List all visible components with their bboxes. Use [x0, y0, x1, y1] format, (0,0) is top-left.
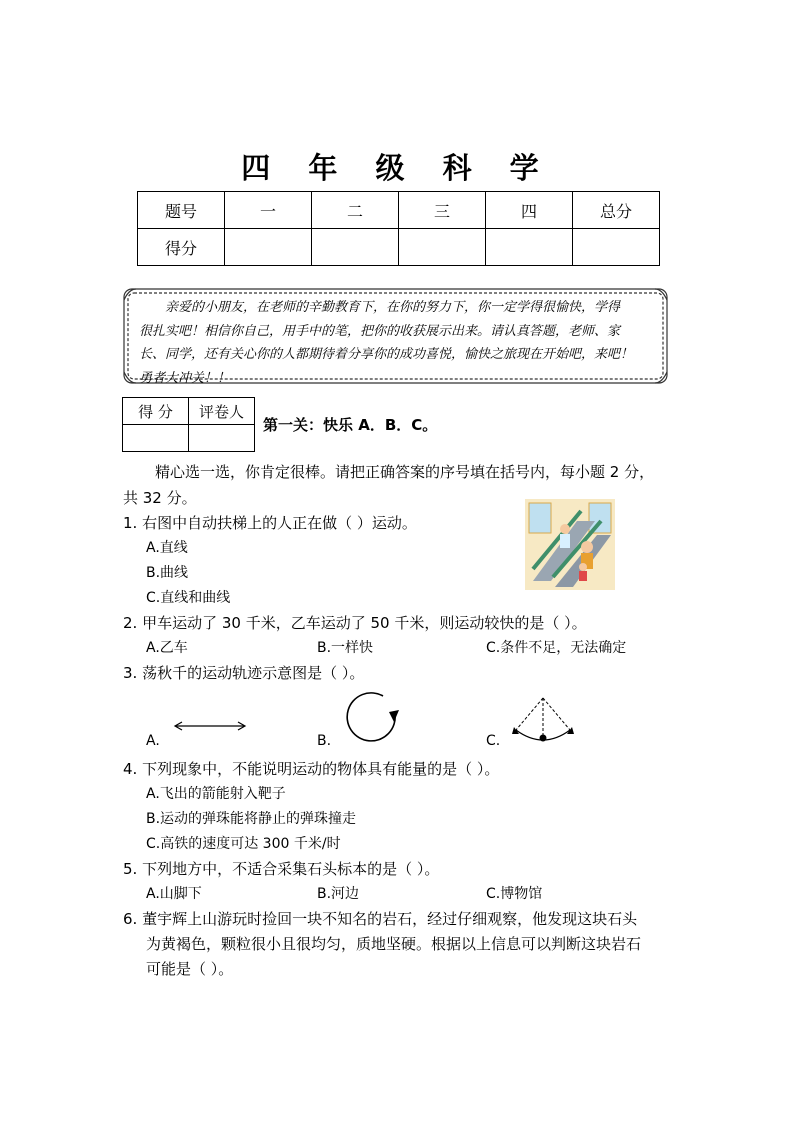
question-option: A.乙车 [146, 640, 188, 656]
grader-reviewer-cell[interactable] [189, 425, 255, 452]
intro-line: 亲爱的小朋友，在老师的辛勤教育下，在你的努力下，你一定学得很愉快，学得 [165, 300, 621, 315]
score-table [137, 191, 660, 266]
question-option: C.高铁的速度可达 300 千米/时 [146, 836, 341, 852]
score-input-cell[interactable] [486, 229, 573, 266]
score-header-cell: 总分 [573, 192, 660, 229]
section-title: 第一关：快乐 A．B．C。 [263, 416, 438, 434]
question-option: B.曲线 [146, 565, 189, 581]
question-stem: 5. 下列地方中，不适合采集石头标本的是（ ）。 [123, 860, 440, 878]
score-input-cell[interactable] [225, 229, 312, 266]
question-option: C.博物馆 [486, 886, 543, 902]
grader-table [122, 397, 255, 452]
question-option: C. [486, 733, 501, 749]
question-stem: 可能是（ ）。 [146, 960, 234, 978]
page-title: 四 年 级 科 学 [241, 151, 553, 185]
question-option: B. [317, 733, 332, 749]
grader-score-label: 得 分 [123, 398, 189, 425]
question-stem: 2. 甲车运动了 30 千米，乙车运动了 50 千米，则运动较快的是（ ）。 [123, 614, 587, 632]
question-stem: 1. 右图中自动扶梯上的人正在做（ ）运动。 [123, 514, 417, 532]
escalator-illustration [525, 499, 615, 590]
question-option: A.山脚下 [146, 886, 202, 902]
score-header-cell: 一 [225, 192, 312, 229]
question-option: B.运动的弹珠能将静止的弹珠撞走 [146, 811, 357, 827]
question-option: A.直线 [146, 540, 188, 556]
score-input-cell[interactable] [573, 229, 660, 266]
grader-reviewer-label: 评卷人 [189, 398, 255, 425]
question-option: B.河边 [317, 886, 360, 902]
question-option: C.直线和曲线 [146, 590, 231, 606]
intro-text [139, 296, 659, 390]
score-input-cell[interactable] [399, 229, 486, 266]
question-stem: 3. 荡秋千的运动轨迹示意图是（ ）。 [123, 664, 365, 682]
intro-line: 很扎实吧！相信你自己，用手中的笔，把你的收获展示出来。请认真答题，老师、家 [139, 323, 621, 339]
question-option: A.飞出的箭能射入靶子 [146, 786, 286, 802]
intro-line: 勇者大冲关！！ [139, 370, 231, 386]
instructions-line: 精心选一选，你肯定很棒。请把正确答案的序号填在括号内，每小题 2 分， [155, 463, 655, 481]
score-input-cell[interactable] [312, 229, 399, 266]
instructions-line: 共 32 分。 [123, 489, 197, 507]
question-option: A. [146, 733, 160, 749]
question-stem: 6. 董宇辉上山游玩时捡回一块不知名的岩石，经过仔细观察，他发现这块石头 [123, 910, 638, 928]
score-header-cell: 四 [486, 192, 573, 229]
intro-line: 长、同学，还有关心你的人都期待着分享你的成功喜悦，愉快之旅现在开始吧，来吧！ [139, 347, 634, 362]
question-option: B.一样快 [317, 640, 374, 656]
circular-arrow-icon [343, 688, 403, 748]
double-arrow-icon [170, 718, 250, 734]
score-header-cell: 题号 [138, 192, 225, 229]
question-option: C.条件不足，无法确定 [486, 640, 627, 656]
score-row-label: 得分 [138, 229, 225, 266]
intro-box [121, 286, 670, 386]
question-stem: 为黄褐色，颗粒很小且很均匀，质地坚硬。根据以上信息可以判断这块岩石 [146, 935, 642, 953]
grader-score-cell[interactable] [123, 425, 189, 452]
pendulum-swing-icon [510, 694, 580, 744]
score-header-cell: 三 [399, 192, 486, 229]
question-stem: 4. 下列现象中，不能说明运动的物体具有能量的是（ ）。 [123, 760, 500, 778]
score-header-cell: 二 [312, 192, 399, 229]
